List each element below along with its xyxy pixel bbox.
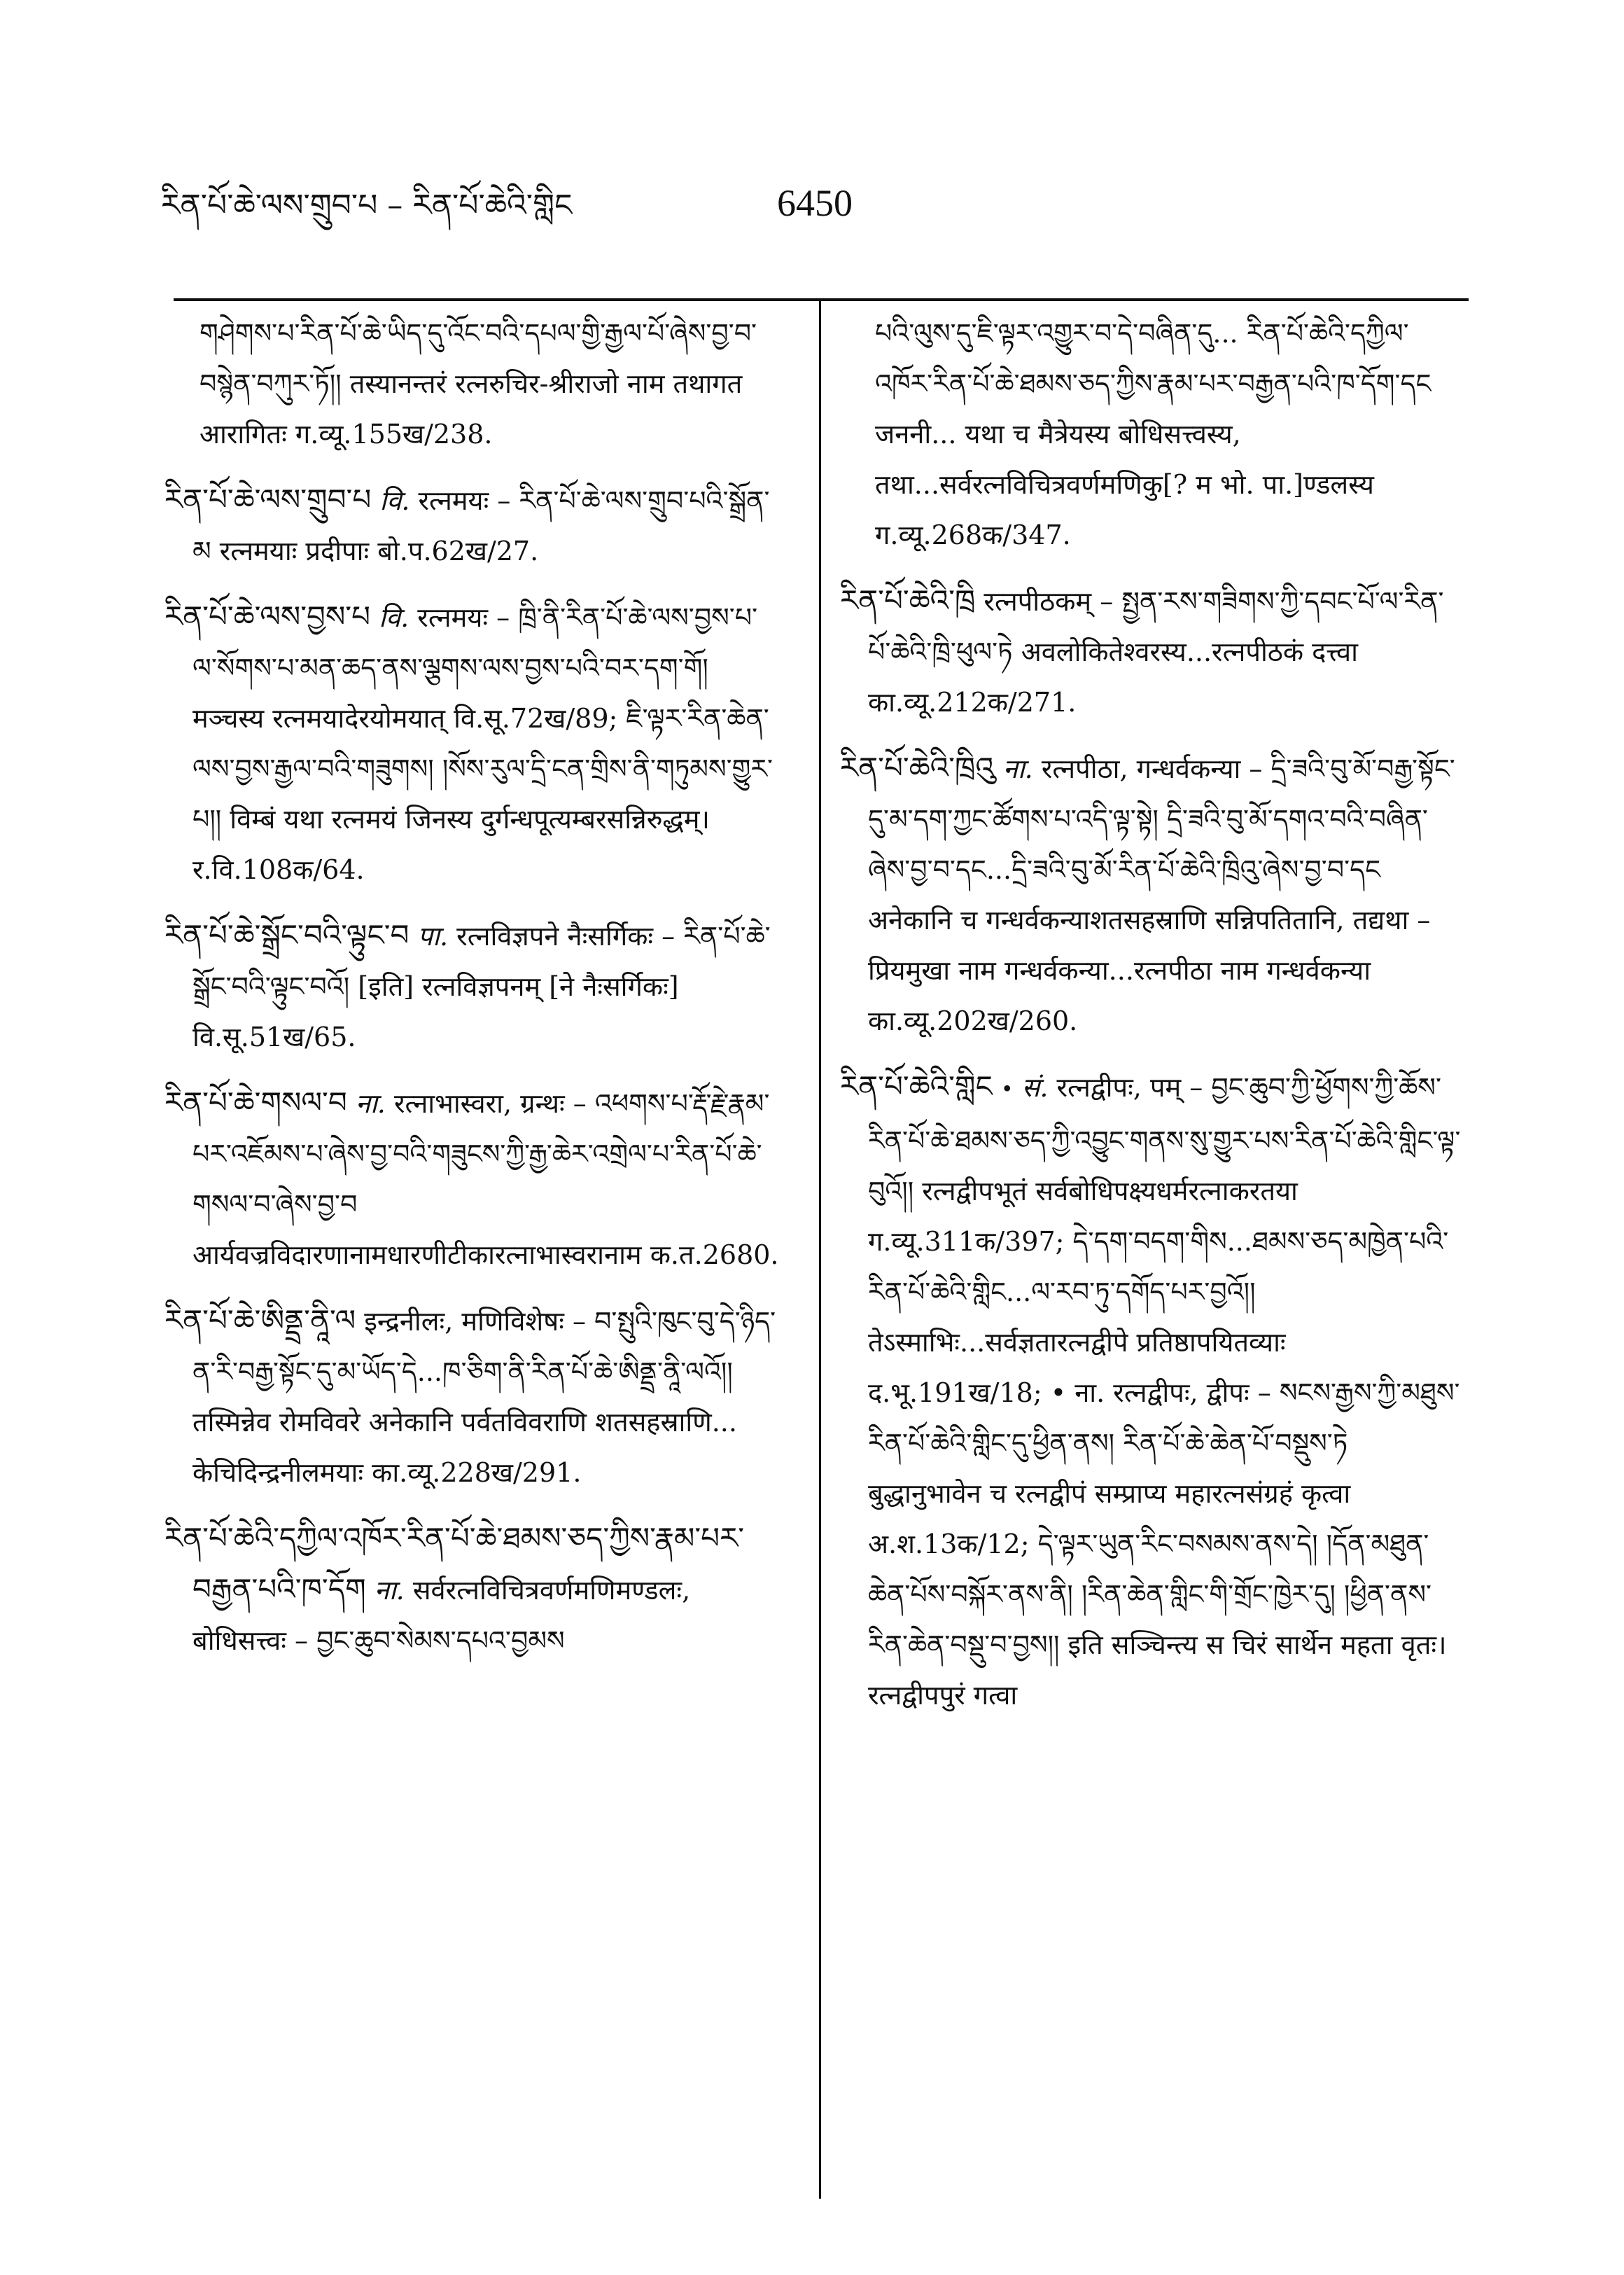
entry-pos: ना. (1002, 753, 1033, 784)
entry-headword: རིན་པོ་ཆེའི་དཀྱིལ་འཁོར་རིན་པོ་ཆེ་ཐམས་ཅད་ཀྱིས་རྣམ་པར་བརྒྱན་པའི་ཁ་དོག (164, 1521, 745, 1606)
page-number: 6450 (777, 182, 853, 224)
entry-text: रत्नपीठा, गन्धर्वकन्या – དྲི་ཟའི་བུ་མོ་བརྒྱ་སྟོང་དུ་མ་དག་ཀྱང་ཚོགས་པ་འདི་ལྟ་སྟེ། དྲི་ཟའི་བུ་མོ་དགའ་བའི་བཞིན་ཞེས་བྱ་བ་དང...དྲི་ཟའི་བུ་མོ་རིན་པོ་ཆེའི་ཁྲིའུ་ཞེས་བྱ་བ་དང अनेकानि च गन्धर्वकन्याशतसहस्राणि सन्निपतितानि, तद्यथा – प्रियमुखा नाम गन्धर्वकन्या...रत्नपीठा नाम गन्धर्वकन्या का.व्यू.202ख/260. (868, 753, 1455, 1036)
dictionary-entry (840, 1062, 1463, 1720)
entry-text: रत्नमयः – རིན་པོ་ཆེ་ལས་གྲུབ་པའི་སྒྲོན་མ रत्नमयाः प्रदीपाः बो.प.62ख/27. (192, 485, 770, 566)
dictionary-entry (164, 592, 780, 895)
column-divider (819, 301, 821, 2199)
entry-text: रत्नाभास्वरा, ग्रन्थः – འཕགས་པ་རྡོ་རྗེ་རྣམ་པར་འཇོམས་པ་ཞེས་བྱ་བའི་གཟུངས་ཀྱི་རྒྱ་ཆེར་འགྲེལ་པ་རིན་པོ་ཆེ་གསལ་བ་ཞེས་བྱ་བ आर्यवज्रविदारणानामधारणीटीकारत्नाभास्वरानाम क.त.2680. (192, 1088, 779, 1270)
entry-text: सर्वरत्नविचित्रवर्णमणिमण्डलः, बोधिसत्त्वः – བྱང་ཆུབ་སེམས་དཔའ་བྱམས (192, 1575, 691, 1656)
entry-pos: ना. (355, 1088, 386, 1119)
entry-text: གཤེགས་པ་རིན་པོ་ཆེ་ཡིད་དུ་འོང་བའི་དཔལ་གྱི་རྒྱལ་པོ་ཞེས་བྱ་བ་བསྙེན་བཀུར་ཏོ།། तस्यानन्तरं रत्नरुचिर-श्रीराजो नाम तथागत आरागितः ग.व्यू.155ख/238. (200, 318, 757, 450)
entry-headword: རིན་པོ་ཆེ་ལས་བྱས་པ (164, 599, 371, 634)
entry-headword: རིན་པོ་ཆེ་སྒྲོང་བའི་ལྟུང་བ (164, 918, 410, 952)
header-rule (174, 298, 1469, 301)
right-column (840, 308, 1463, 2199)
entry-text: པའི་ལུས་དུ་ཇི་ལྟར་འགྱུར་བ་དེ་བཞིན་དུ... རིན་པོ་ཆེའི་དཀྱིལ་འཁོར་རིན་པོ་ཆེ་ཐམས་ཅད་ཀྱིས་རྣམ་པར་བརྒྱན་པའི་ཁ་དོག་དང जननी... यथा च मैत्रेयस्य बोधिसत्त्वस्य, तथा...सर्वरत्नविचित्रवर्णमणिकु[? म भो. पा.]ण्डलस्य ग.व्यू.268क/347. (875, 318, 1432, 550)
running-head: རིན་པོ་ཆེ་ལས་གྲུབ་པ – རིན་པོ་ཆེའི་གླིང (161, 188, 573, 223)
entry-headword: རིན་པོ་ཆེ་གསལ་བ (164, 1085, 347, 1120)
dictionary-entry (164, 1078, 780, 1280)
entry-text: रत्नमयः – ཁྲི་ནི་རིན་པོ་ཆེ་ལས་བྱས་པ་ལ་སོགས་པ་མན་ཆད་ནས་ལྕགས་ལས་བྱས་པའི་བར་དག་གོ། मञ्चस्य रत्नमयादेरयोमयात् वि.सू.72ख/89; ཇི་ལྟར་རིན་ཆེན་ལས་བྱས་རྒྱལ་བའི་གཟུགས། །སོས་རུལ་དྲི་ངན་གྲིས་ནི་གཏུམས་གྱུར་པ།། विम्बं यथा रत्नमयं जिनस्य दुर्गन्धपूत्यम्बरसन्निरुद्धम्। र.वि.108क/64. (192, 602, 774, 885)
entry-text: रत्नद्वीपः, पम् – བྱང་ཆུབ་ཀྱི་ཕྱོགས་ཀྱི་ཆོས་རིན་པོ་ཆེ་ཐམས་ཅད་ཀྱི་འབྱུང་གནས་སུ་གྱུར་པས་རིན་པོ་ཆེའི་གླིང་ལྟ་བུའོ།། रत्नद्वीपभूतं सर्वबोधिपक्ष्यधर्मरत्नाकरतया ग.व्यू.311क/397; དེ་དག་བདག་གིས...ཐམས་ཅད་མཁྱེན་པའི་རིན་པོ་ཆེའི་གླིང...ལ་རབ་ཏུ་དགོད་པར་བྱའོ།། तेऽस्माभिः...सर्वज्ञतारत्नद्वीपे प्रतिष्ठापयितव्याः द.भू.191ख/18; • ना. रत्नद्वीपः, द्वीपः – སངས་རྒྱས་ཀྱི་མཐུས་རིན་པོ་ཆེའི་གླིང་དུ་ཕྱིན་ནས། རིན་པོ་ཆེ་ཆེན་པོ་བསྡུས་ཏེ बुद्धानुभावेन च रत्नद्वीपं सम्प्राप्य महारत्नसंग्रहं कृत्वा अ.श.13क/12; དེ་ལྟར་ཡུན་རིང་བསམས་ནས་དེ། །དོན་མཐུན་ཆེན་པོས་བསྐོར་ནས་ནི། །རིན་ཆེན་གླིང་གི་གྲོང་ཁྱེར་དུ། །ཕྱིན་ནས་རིན་ཆེན་བསྡུ་བ་བྱས།། इति सञ्चिन्त्य स चिरं सार्थेन महता वृतः। रत्नद्वीपपुरं गत्वा (868, 1072, 1461, 1711)
entry-pos: पा. (417, 921, 449, 952)
dictionary-entry (840, 743, 1463, 1046)
entry-headword: རིན་པོ་ཆེའི་ཁྲི (840, 583, 976, 618)
dictionary-entry (164, 1513, 780, 1666)
entry-continuation (840, 308, 1463, 560)
dictionary-entry (164, 475, 780, 576)
entry-continuation (164, 308, 780, 459)
dictionary-entry (840, 576, 1463, 728)
entry-pos: वि. (379, 602, 410, 633)
entry-text: रत्नविज्ञपने नैःसर्गिकः – རིན་པོ་ཆེ་སྒྲོང་བའི་ལྟུང་བའོ། [इति] रत्नविज्ञपनम् [ने नैःसर्गिकः] वि.सू.51ख/65. (192, 921, 771, 1052)
entry-pos: वि. (379, 485, 410, 516)
dictionary-entry (164, 1295, 780, 1498)
dictionary-entry (164, 910, 780, 1062)
entry-pos: सं. (1021, 1072, 1049, 1103)
entry-headword: རིན་པོ་ཆེ་ལས་གྲུབ་པ (164, 482, 372, 517)
sense-bullet: • (1000, 1077, 1014, 1102)
entry-pos: ना. (374, 1575, 405, 1606)
entry-text: इन्द्रनीलः, मणिविशेषः – བ་སྤུའི་ཁུང་བུ་དེ་ཉིད་ན་རི་བརྒྱ་སྟོང་དུ་མ་ཡོད་དེ...ཁ་ཅིག་ནི་རིན་པོ་ཆེ་ཨིནྡྲ་ནཱི་ལའོ།། तस्मिन्नेव रोमविवरे अनेकानि पर्वतविवराणि शतसहस्राणि... केचिदिन्द्रनीलमयाः का.व्यू.228ख/291. (192, 1306, 776, 1488)
entry-headword: རིན་པོ་ཆེའི་ཁྲིའུ (840, 751, 995, 785)
left-column (164, 308, 780, 2199)
entry-headword: རིན་པོ་ཆེ་ཨིནྡྲ་ནཱི་ལ (164, 1303, 356, 1337)
entry-headword: རིན་པོ་ཆེའི་གླིང (840, 1069, 993, 1104)
page-header (161, 175, 1477, 238)
entry-text: रत्नपीठकम् – སྤྱན་རས་གཟིགས་ཀྱི་དབང་པོ་ལ་རིན་པོ་ཆེའི་ཁྲི་ཕུལ་ཏེ अवलोकितेश्वरस्य...रत्नपीठकं दत्त्वा का.व्यू.212क/271. (868, 586, 1444, 718)
